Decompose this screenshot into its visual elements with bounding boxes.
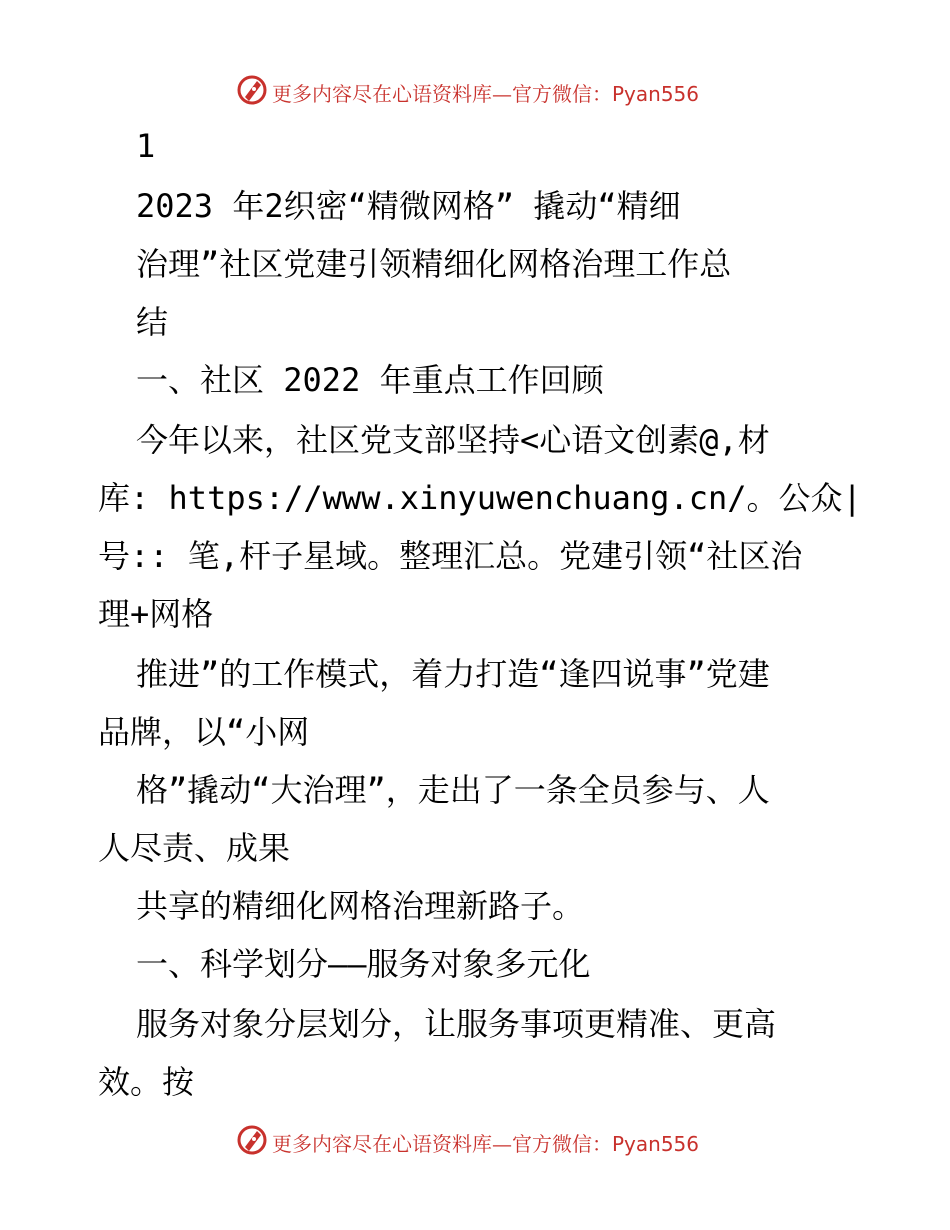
banner-text: 更多内容尽在心语资料库—官方微信：Pyan556 xyxy=(272,82,700,106)
title-line: 2023 年2织密“精微网格” 撬动“精细 xyxy=(136,187,681,225)
paragraph-line: 格”撬动“大治理”，走出了一条全员参与、人 xyxy=(136,771,770,809)
title-line: 治理”社区党建引领精细化网格治理工作总 xyxy=(136,245,732,283)
paragraph-line: 今年以来，社区党支部坚持<心语文创素@,材 xyxy=(136,421,770,459)
paragraph-line: 效。按 xyxy=(98,1063,195,1101)
paragraph-line: 号:: 笔,杆子星域。整理汇总。党建引领“社区治 xyxy=(98,537,803,575)
paragraph-line: 人尽责、成果 xyxy=(98,829,291,867)
paragraph-line: 库: https://www.xinyuwenchuang.cn/。公众| xyxy=(98,479,862,517)
section-heading: 一、社区 2022 年重点工作回顾 xyxy=(136,361,604,399)
page-number: 1 xyxy=(136,127,156,165)
title-line: 结 xyxy=(136,303,169,341)
banner-text: 更多内容尽在心语资料库—官方微信：Pyan556 xyxy=(272,1132,700,1156)
paragraph-line: 服务对象分层划分，让服务事项更精准、更高 xyxy=(136,1005,777,1043)
paragraph-line: 共享的精细化网格治理新路子。 xyxy=(136,887,585,925)
section-heading: 一、科学划分——服务对象多元化 xyxy=(136,945,591,983)
paragraph-line: 品牌，以“小网 xyxy=(98,713,310,751)
paragraph-line: 理+网格 xyxy=(98,595,214,633)
paragraph-line: 推进”的工作模式，着力打造“逢四说事”党建 xyxy=(136,655,770,693)
